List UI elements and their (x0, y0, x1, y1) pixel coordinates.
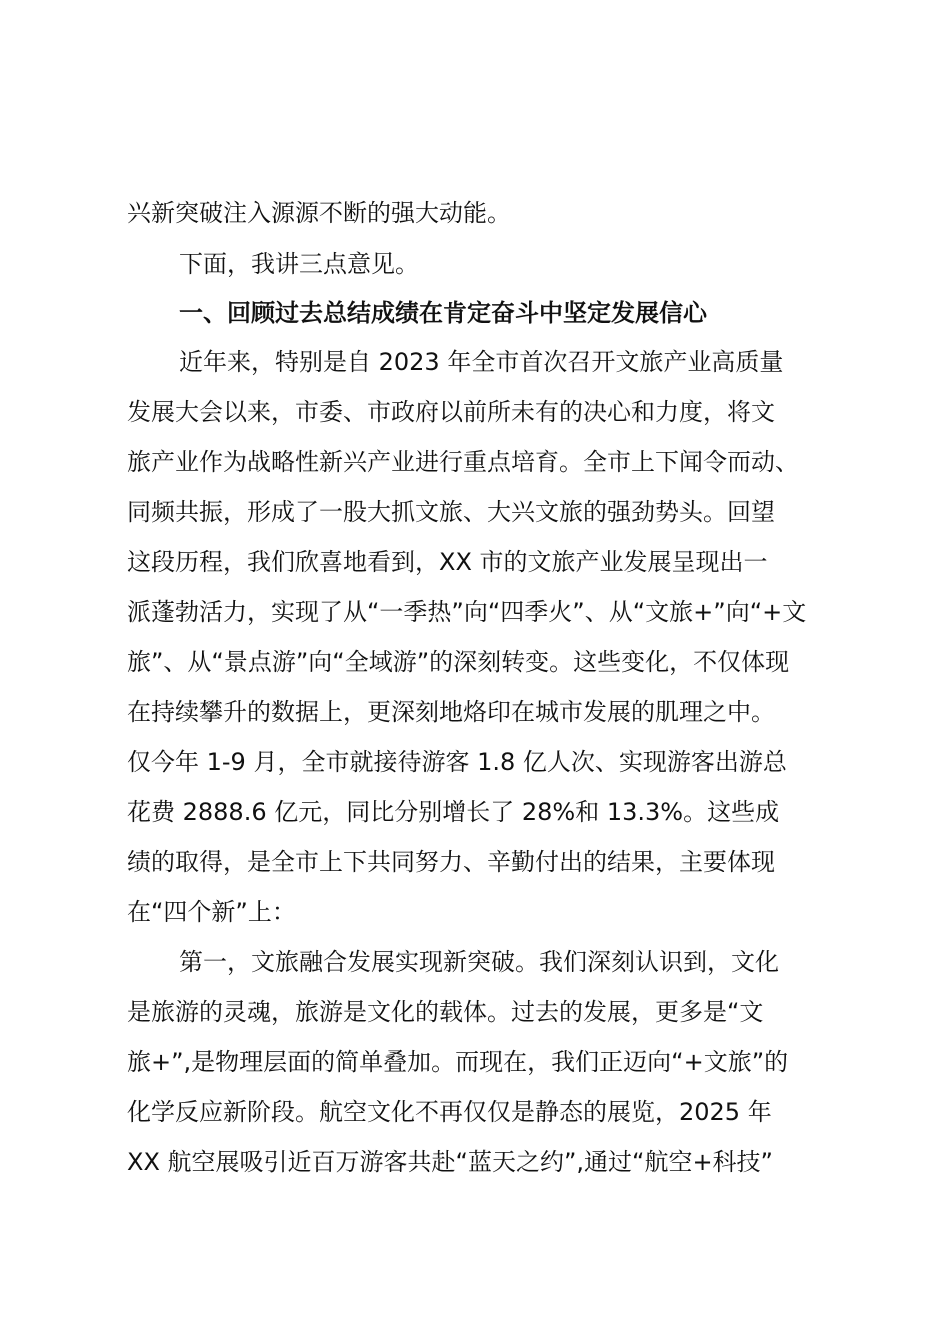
subsection-paragraph-line: XX 航空展吸引近百万游客共赴“蓝天之约”,通过“航空+科技” (127, 1148, 773, 1176)
body-paragraph-line: 这段历程，我们欣喜地看到，XX 市的文旅产业发展呈现出一 (127, 548, 768, 576)
body-paragraph-line: 派蓬勃活力，实现了从“一季热”向“四季火”、从“文旅+”向“+文 (127, 598, 807, 626)
subsection-paragraph-line: 是旅游的灵魂，旅游是文化的载体。过去的发展，更多是“文 (127, 998, 764, 1026)
body-paragraph-line: 发展大会以来，市委、市政府以前所未有的决心和力度，将文 (127, 398, 775, 426)
subsection-paragraph-line: 第一，文旅融合发展实现新突破。我们深刻认识到，文化 (179, 948, 779, 976)
body-paragraph-line: 仅今年 1-9 月，全市就接待游客 1.8 亿人次、实现游客出游总 (127, 748, 787, 776)
body-paragraph-line: 近年来，特别是自 2023 年全市首次召开文旅产业高质量 (179, 348, 784, 376)
body-paragraph-line: 在“四个新”上： (127, 898, 296, 926)
intro-paragraph: 下面，我讲三点意见。 (179, 250, 419, 278)
body-paragraph-line: 花费 2888.6 亿元，同比分别增长了 28%和 13.3%。这些成 (127, 798, 780, 826)
body-paragraph-line: 同频共振，形成了一股大抓文旅、大兴文旅的强劲势头。回望 (127, 498, 775, 526)
body-paragraph-line: 旅”、从“景点游”向“全域游”的深刻转变。这些变化，不仅体现 (127, 648, 790, 676)
subsection-paragraph-line: 旅+”,是物理层面的简单叠加。而现在，我们正迈向“+文旅”的 (127, 1048, 789, 1076)
subsection-paragraph-line: 化学反应新阶段。航空文化不再仅仅是静态的展览，2025 年 (127, 1098, 772, 1126)
body-paragraph-line: 绩的取得，是全市上下共同努力、辛勤付出的结果，主要体现 (127, 848, 775, 876)
section-heading: 一、回顾过去总结成绩在肯定奋斗中坚定发展信心 (179, 299, 707, 327)
body-paragraph-line: 在持续攀升的数据上，更深刻地烙印在城市发展的肌理之中。 (127, 698, 775, 726)
body-paragraph-line: 旅产业作为战略性新兴产业进行重点培育。全市上下闻令而动、 (127, 448, 799, 476)
paragraph-continuation-line: 兴新突破注入源源不断的强大动能。 (127, 199, 511, 227)
